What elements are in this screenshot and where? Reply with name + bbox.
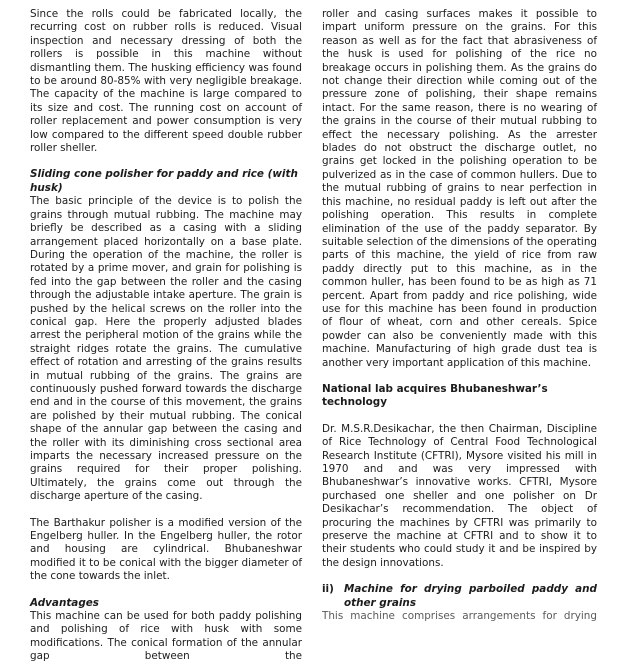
list-heading-drying-machine	[322, 583, 597, 610]
left-column	[30, 8, 302, 663]
paragraph-rubber-rolls: Since the rolls could be fabricated locally, the recurring cost on rubber rolls is reduced. Visual inspection and necessary dressing of both the rollers is possible in this machine without dismantling them. The husking efficiency was found to be around 80-85% with very negligible breakage. The capacity of the machine is large compared to its size and cost. The running cost on account of roller replacement and power consumption is very low compared to the different speed double rubber roller sheller.	[30, 8, 302, 155]
paragraph-barthakur-polisher: The Barthakur polisher is a modified version of the Engelberg huller. In the Engelberg huller, the rotor and housing are cylindrical. Bhubaneshwar modified it to be conical with the bigger diameter of the cone towards the inlet.	[30, 516, 302, 583]
section-heading-advantages: Advantages	[30, 596, 99, 609]
right-column	[322, 8, 597, 623]
section-heading-sliding-cone-polisher: Sliding cone polisher for paddy and rice (with husk)	[30, 168, 298, 194]
section-heading-national-lab: National lab acquires Bhubaneshwar’s technology	[322, 382, 548, 409]
list-marker: ii)	[322, 583, 334, 596]
paragraph-polisher-principle: The basic principle of the device is to polish the grains through mutual rubbing. The machine may briefly be described as a casing with a sliding arrangement placed horizontally on a base plate. During the operation of the machine, the roller is rotated by a prime mover, and grain for polishing is fed into the gap between the roller and the casing through the adjustable intake aperture. The grain is pushed by the helical screws on the roller into the conical gap. Here the properly adjusted blades arrest the peripheral motion of the grains while the straight ridges rotate the grains. The cumulative effect of rotation and arresting of the grains results in mutual rubbing of the grains. The grains are continuously pushed forward towards the discharge end and in the course of this movement, the grains are polished by their mutual rubbing. The conical shape of the annular gap between the casing and the roller with its diminishing cross sectional area imparts the necessary increased pressure on the grains required for their proper polishing. Ultimately, the grains come out through the discharge aperture of the casing.	[30, 195, 302, 503]
paragraph-advantages: This machine can be used for both paddy polishing and polishing of rice with husk with some modifications. The conical formation of the annular gap between the	[30, 610, 302, 663]
paragraph-drying-machine: This machine comprises arrangements for drying	[322, 610, 597, 623]
paragraph-cftri: Dr. M.S.R.Desikachar, the then Chairman, Discipline of Rice Technology of Central Food Technological Research Institute (CFTRI), Mysore visited his mill in 1970 and and was very impressed with Bhubaneshwar’s innovative works. CFTRI, Mysore purchased one sheller and one polisher on Dr Desikachar’s recommendation. The object of procuring the machines by CFTRI was primarily to preserve the machine at CFTRI and to show it to their students who could study it and be inspired by the design innovations.	[322, 422, 597, 569]
paragraph-polishing-continued: roller and casing surfaces makes it possible to impart uniform pressure on the grains. For this reason as well as for the fact that abrasiveness of the husk is used for polishing of the rice no breakage occurs in polishing them. As the grains do not change their direction while coming out of the pressure zone of polishing, their shape remains intact. For the same reason, there is no wearing of the grains in the course of their mutual rubbing to effect the necessary polishing. As the arrester blades do not obstruct the discharge outlet, no grains get locked in the polishing operation to be pulverized as in the case of common hullers. Due to the mutual rubbing of grains to near perfection in this machine, no residual paddy is left out after the polishing operation. This results in complete elimination of the use of the paddy separator. By suitable selection of the dimensions of the operating parts of this machine, the yield of rice from raw paddy directly put to this machine, as in the common huller, has been found to be as high as 71 percent. Apart from paddy and rice polishing, wide use for this machine has been found in production of flour of wheat, corn and other cereals. Spice powder can also be conveniently made with this machine. Manufacturing of high grade dust tea is another very important application of this machine.	[322, 8, 597, 369]
list-heading-text: Machine for drying parboiled paddy and other grains	[344, 583, 597, 609]
